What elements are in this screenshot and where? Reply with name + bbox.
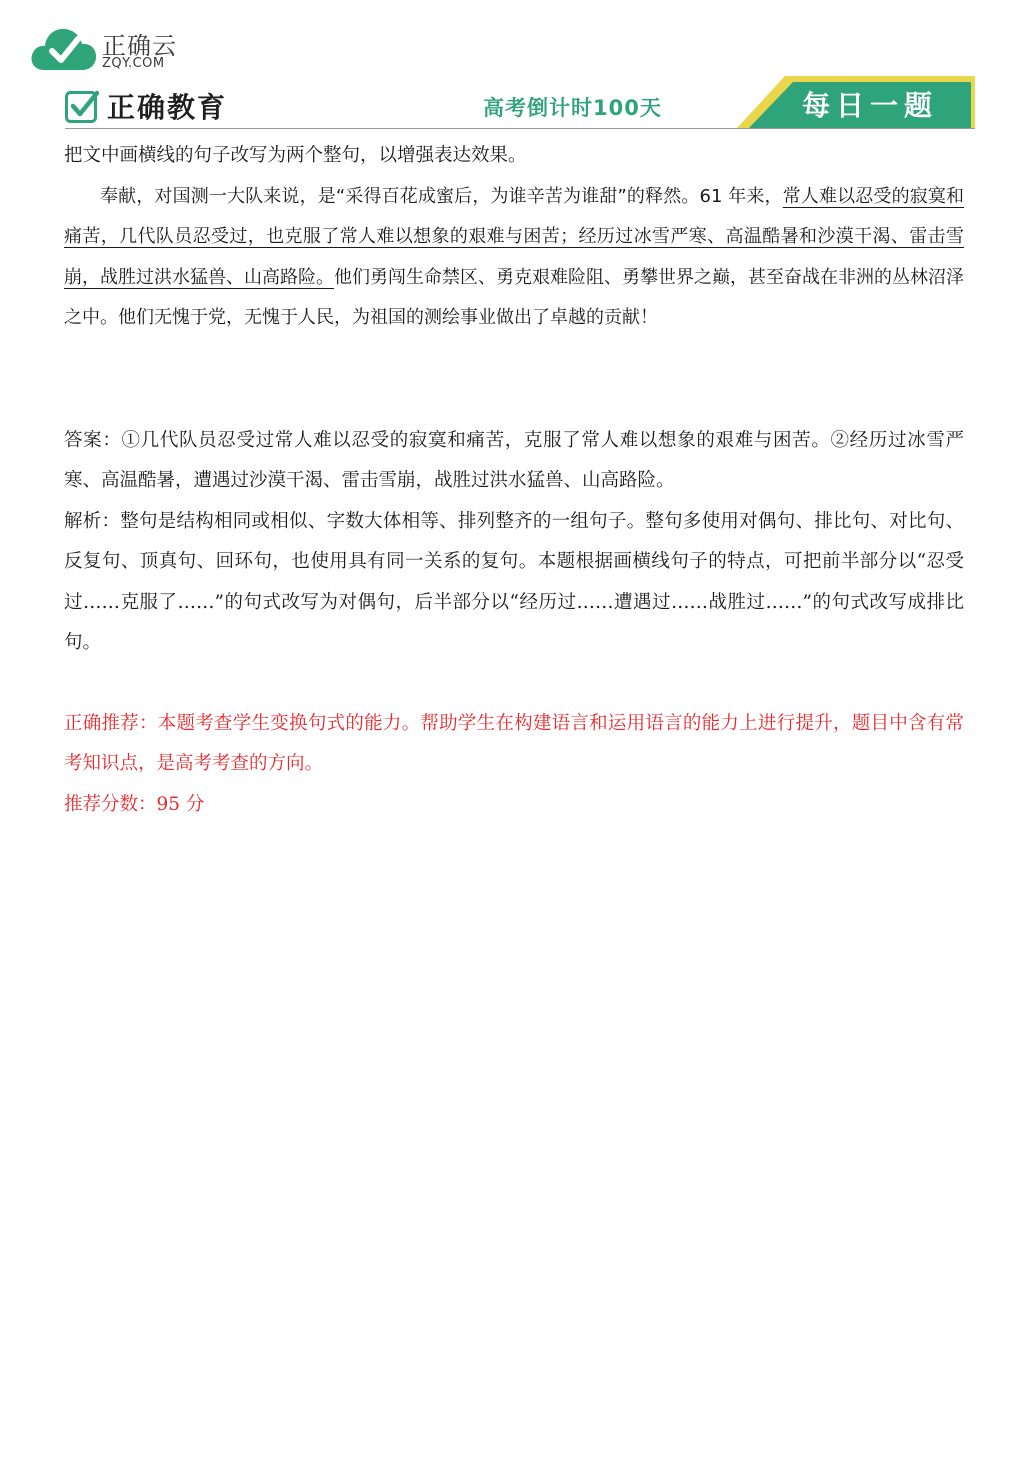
recommendation-block — [64, 704, 964, 826]
answer-block — [64, 421, 964, 664]
header-divider — [65, 128, 975, 129]
check-square-icon — [65, 89, 99, 123]
header-bar — [65, 76, 975, 130]
daily-question-label: 每日一题 — [801, 89, 938, 122]
countdown-label: 高考倒计时100天 — [483, 96, 662, 120]
brand-name: 正确云 — [102, 32, 177, 60]
brand-logo — [30, 22, 230, 74]
passage-intro: 奉献，对国测一大队来说，是“采得百花成蜜后，为谁辛苦为谁甜”的释然。61 年来， — [100, 185, 783, 207]
question-prompt: 把文中画横线的句子改写为两个整句，以增强表达效果。 — [64, 145, 527, 166]
document-content — [64, 136, 964, 825]
question-passage — [64, 177, 964, 339]
recommendation-score: 推荐分数：95 分 — [64, 793, 205, 815]
passage-ending: 他们勇闯生命禁区、勇克艰难险阻、勇攀世界之巅，甚至奋战在非洲的丛林沼泽之中。他们无愧于党，无愧于人民，为祖国的测绘事业做出了卓越的贡献！ — [64, 266, 964, 328]
passage-underlined-sentence: 常人难以忍受的寂寞和痛苦，几代队员忍受过，也克服了常人难以想象的艰难与困苦；经历过冰雪严寒、高温酷暑和沙漠干渴、雷击雪崩，战胜过洪水猛兽、山高路险。 — [64, 185, 965, 288]
analysis-text: 解析：整句是结构相同或相似、字数大体相等、排列整齐的一组句子。整句多使用对偶句、排比句、对比句、反复句、顶真句、回环句，也使用具有同一关系的复句。本题根据画横线句子的特点，可把前半部分以“忍受过……克服了……”的句式改写为对偶句，后半部分以“经历过……遭遇过……战胜过……”的句式改写成排比句。 — [64, 510, 964, 653]
edu-logo — [65, 86, 227, 126]
answer-text: 答案：①几代队员忍受过常人难以忍受的寂寞和痛苦，克服了常人难以想象的艰难与困苦。②经历过冰雪严寒、高温酷暑，遭遇过沙漠干渴、雷击雪崩，战胜过洪水猛兽、山高路险。 — [64, 429, 964, 491]
edu-name: 正确教育 — [107, 91, 228, 124]
brand-domain: ZQY.COM — [102, 56, 165, 71]
cloud-check-logo-icon — [30, 22, 98, 74]
recommendation-text: 正确推荐：本题考查学生变换句式的能力。帮助学生在构建语言和运用语言的能力上进行提升，题目中含有常考知识点，是高考考查的方向。 — [64, 712, 964, 774]
